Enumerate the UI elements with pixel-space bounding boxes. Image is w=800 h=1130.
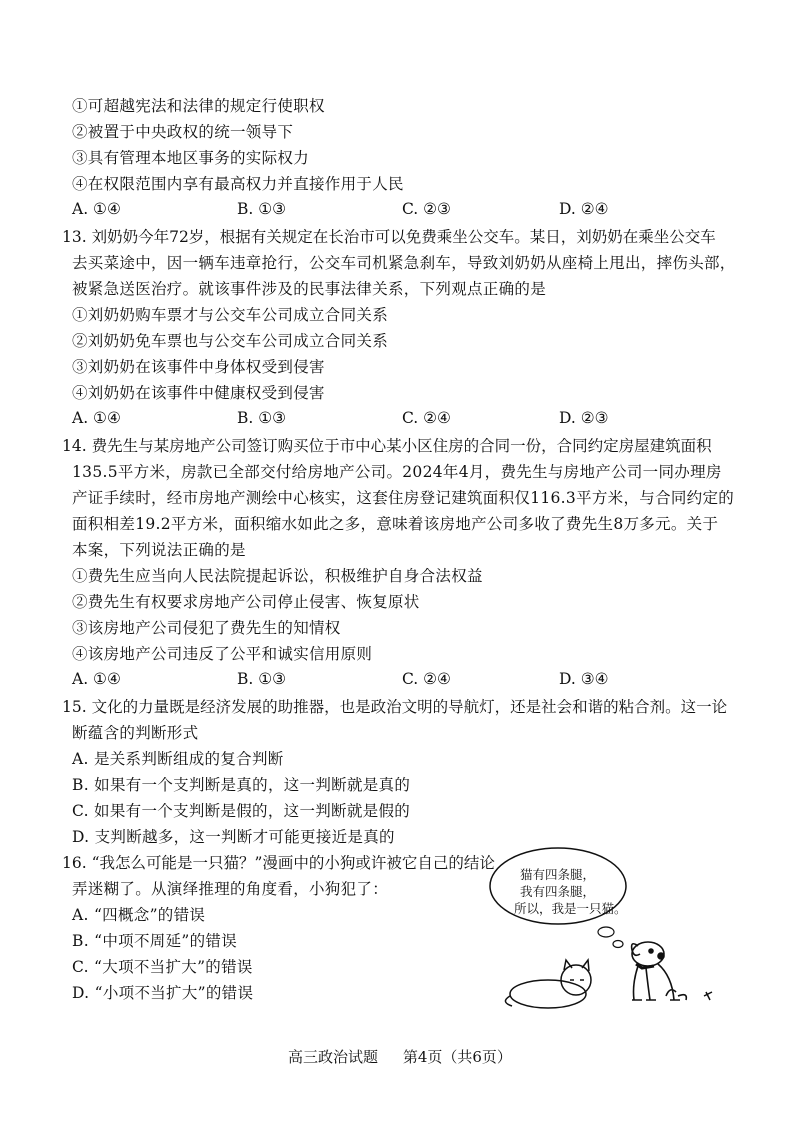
q14-option-a: A. ①④: [72, 670, 121, 688]
q15-stem-line-2: 断蕴含的判断形式: [72, 724, 199, 742]
q16-choice-c: C. “大项不当扩大”的错误: [72, 958, 253, 976]
q14-stem-line-4: 面积相差19.2平方米，面积缩水如此之多，意味着该房地产公司多收了费先生8万多元。关于: [72, 515, 719, 533]
q14-stem-line-1: 14. 费先生与某房地产公司签订购买位于市中心某小区住房的合同一份，合同约定房屋建筑面积: [62, 437, 712, 455]
q13-stem-line-3: 被紧急送医治疗。就该事件涉及的民事法律关系，下列观点正确的是: [72, 280, 547, 298]
q14-options: [72, 670, 712, 690]
q12-item-2: ②被置于中央政权的统一领导下: [72, 123, 294, 141]
q15-choice-b: B. 如果有一个支判断是真的，这一判断就是真的: [72, 776, 411, 794]
q14-item-4: ④该房地产公司违反了公平和诚实信用原则: [72, 645, 373, 663]
footer-subject: 高三政治试题: [288, 1048, 379, 1066]
q14-item-3: ③该房地产公司侵犯了费先生的知情权: [72, 619, 341, 637]
q12-option-d: D. ②④: [559, 200, 609, 218]
q14-stem-line-2: 135.5平方米，房款已全部交付给房地产公司。2024年4月，费先生与房地产公司一同办理房: [72, 463, 722, 481]
q13-option-c: C. ②④: [402, 409, 451, 427]
q13-stem-line-1: 13. 刘奶奶今年72岁，根据有关规定在长治市可以免费乘坐公交车。某日，刘奶奶在乘坐公交车: [62, 228, 716, 246]
q12-item-1: ①可超越宪法和法律的规定行使职权: [72, 97, 325, 115]
q16-choice-a: A. “四概念”的错误: [72, 906, 206, 924]
q12-option-b: B. ①③: [237, 200, 287, 218]
footer-page-number: 第4页（共6页）: [402, 1048, 512, 1066]
bubble-line-2: 我有四条腿，: [520, 884, 596, 899]
q16-choice-b: B. “中项不周延”的错误: [72, 932, 237, 950]
q15-choice-a: A. 是关系判断组成的复合判断: [72, 750, 284, 768]
q13-item-2: ②刘奶奶免车票也与公交车公司成立合同关系: [72, 332, 389, 350]
q16-choice-d: D. “小项不当扩大”的错误: [72, 984, 254, 1002]
q14-stem-line-5: 本案，下列说法正确的是: [72, 541, 246, 559]
bubble-line-3: 所以，我是一只猫。: [514, 901, 627, 916]
q13-option-d: D. ②③: [559, 409, 609, 427]
q12-option-c: C. ②③: [402, 200, 451, 218]
decoration-mark-icon: [704, 992, 712, 1000]
q13-item-1: ①刘奶奶购车票才与公交车公司成立合同关系: [72, 306, 389, 324]
q14-item-2: ②费先生有权要求房地产公司停止侵害、恢复原状: [72, 593, 420, 611]
bubble-line-1: 猫有四条腿，: [520, 867, 596, 882]
q12-option-a: A. ①④: [72, 200, 121, 218]
q13-item-4: ④刘奶奶在该事件中健康权受到侵害: [72, 384, 325, 402]
q14-stem-line-3: 产证手续时，经市房地产测绘中心核实，这套住房登记建筑面积仅116.3平方米，与合同约定的: [72, 489, 735, 507]
q13-options: [72, 409, 712, 429]
q15-choice-d: D. 支判断越多，这一判断才可能更接近是真的: [72, 828, 395, 846]
q14-option-d: D. ③④: [559, 670, 609, 688]
q12-item-3: ③具有管理本地区事务的实际权力: [72, 149, 310, 167]
q14-option-b: B. ①③: [237, 670, 287, 688]
q16-stem-line-2: 弄迷糊了。从演绎推理的角度看，小狗犯了：: [72, 880, 389, 898]
dog-icon: [632, 942, 687, 1000]
q15-stem-line-1: 15. 文化的力量既是经济发展的助推器，也是政治文明的导航灯，还是社会和谐的粘合剂。这一论: [62, 698, 728, 716]
q12-options: [72, 200, 712, 220]
thought-dot-1: [598, 927, 614, 937]
q16-stem-line-1: 16. “我怎么可能是一只猫？”漫画中的小狗或许被它自己的结论: [62, 854, 495, 872]
q14-option-c: C. ②④: [402, 670, 451, 688]
q13-option-a: A. ①④: [72, 409, 121, 427]
q13-item-3: ③刘奶奶在该事件中身体权受到侵害: [72, 358, 325, 376]
q12-item-4: ④在权限范围内享有最高权力并直接作用于人民: [72, 175, 404, 193]
thought-dot-2: [613, 941, 623, 948]
q13-option-b: B. ①③: [237, 409, 287, 427]
q15-choice-c: C. 如果有一个支判断是假的，这一判断就是假的: [72, 802, 411, 820]
q13-stem-line-2: 去买菜途中，因一辆车违章抢行，公交车司机紧急刹车，导致刘奶奶从座椅上甩出，摔伤头部，: [72, 254, 736, 272]
page-footer: [0, 1046, 800, 1067]
q14-item-1: ①费先生应当向人民法院提起诉讼，积极维护自身合法权益: [72, 567, 483, 585]
cat-icon: [505, 960, 591, 1008]
